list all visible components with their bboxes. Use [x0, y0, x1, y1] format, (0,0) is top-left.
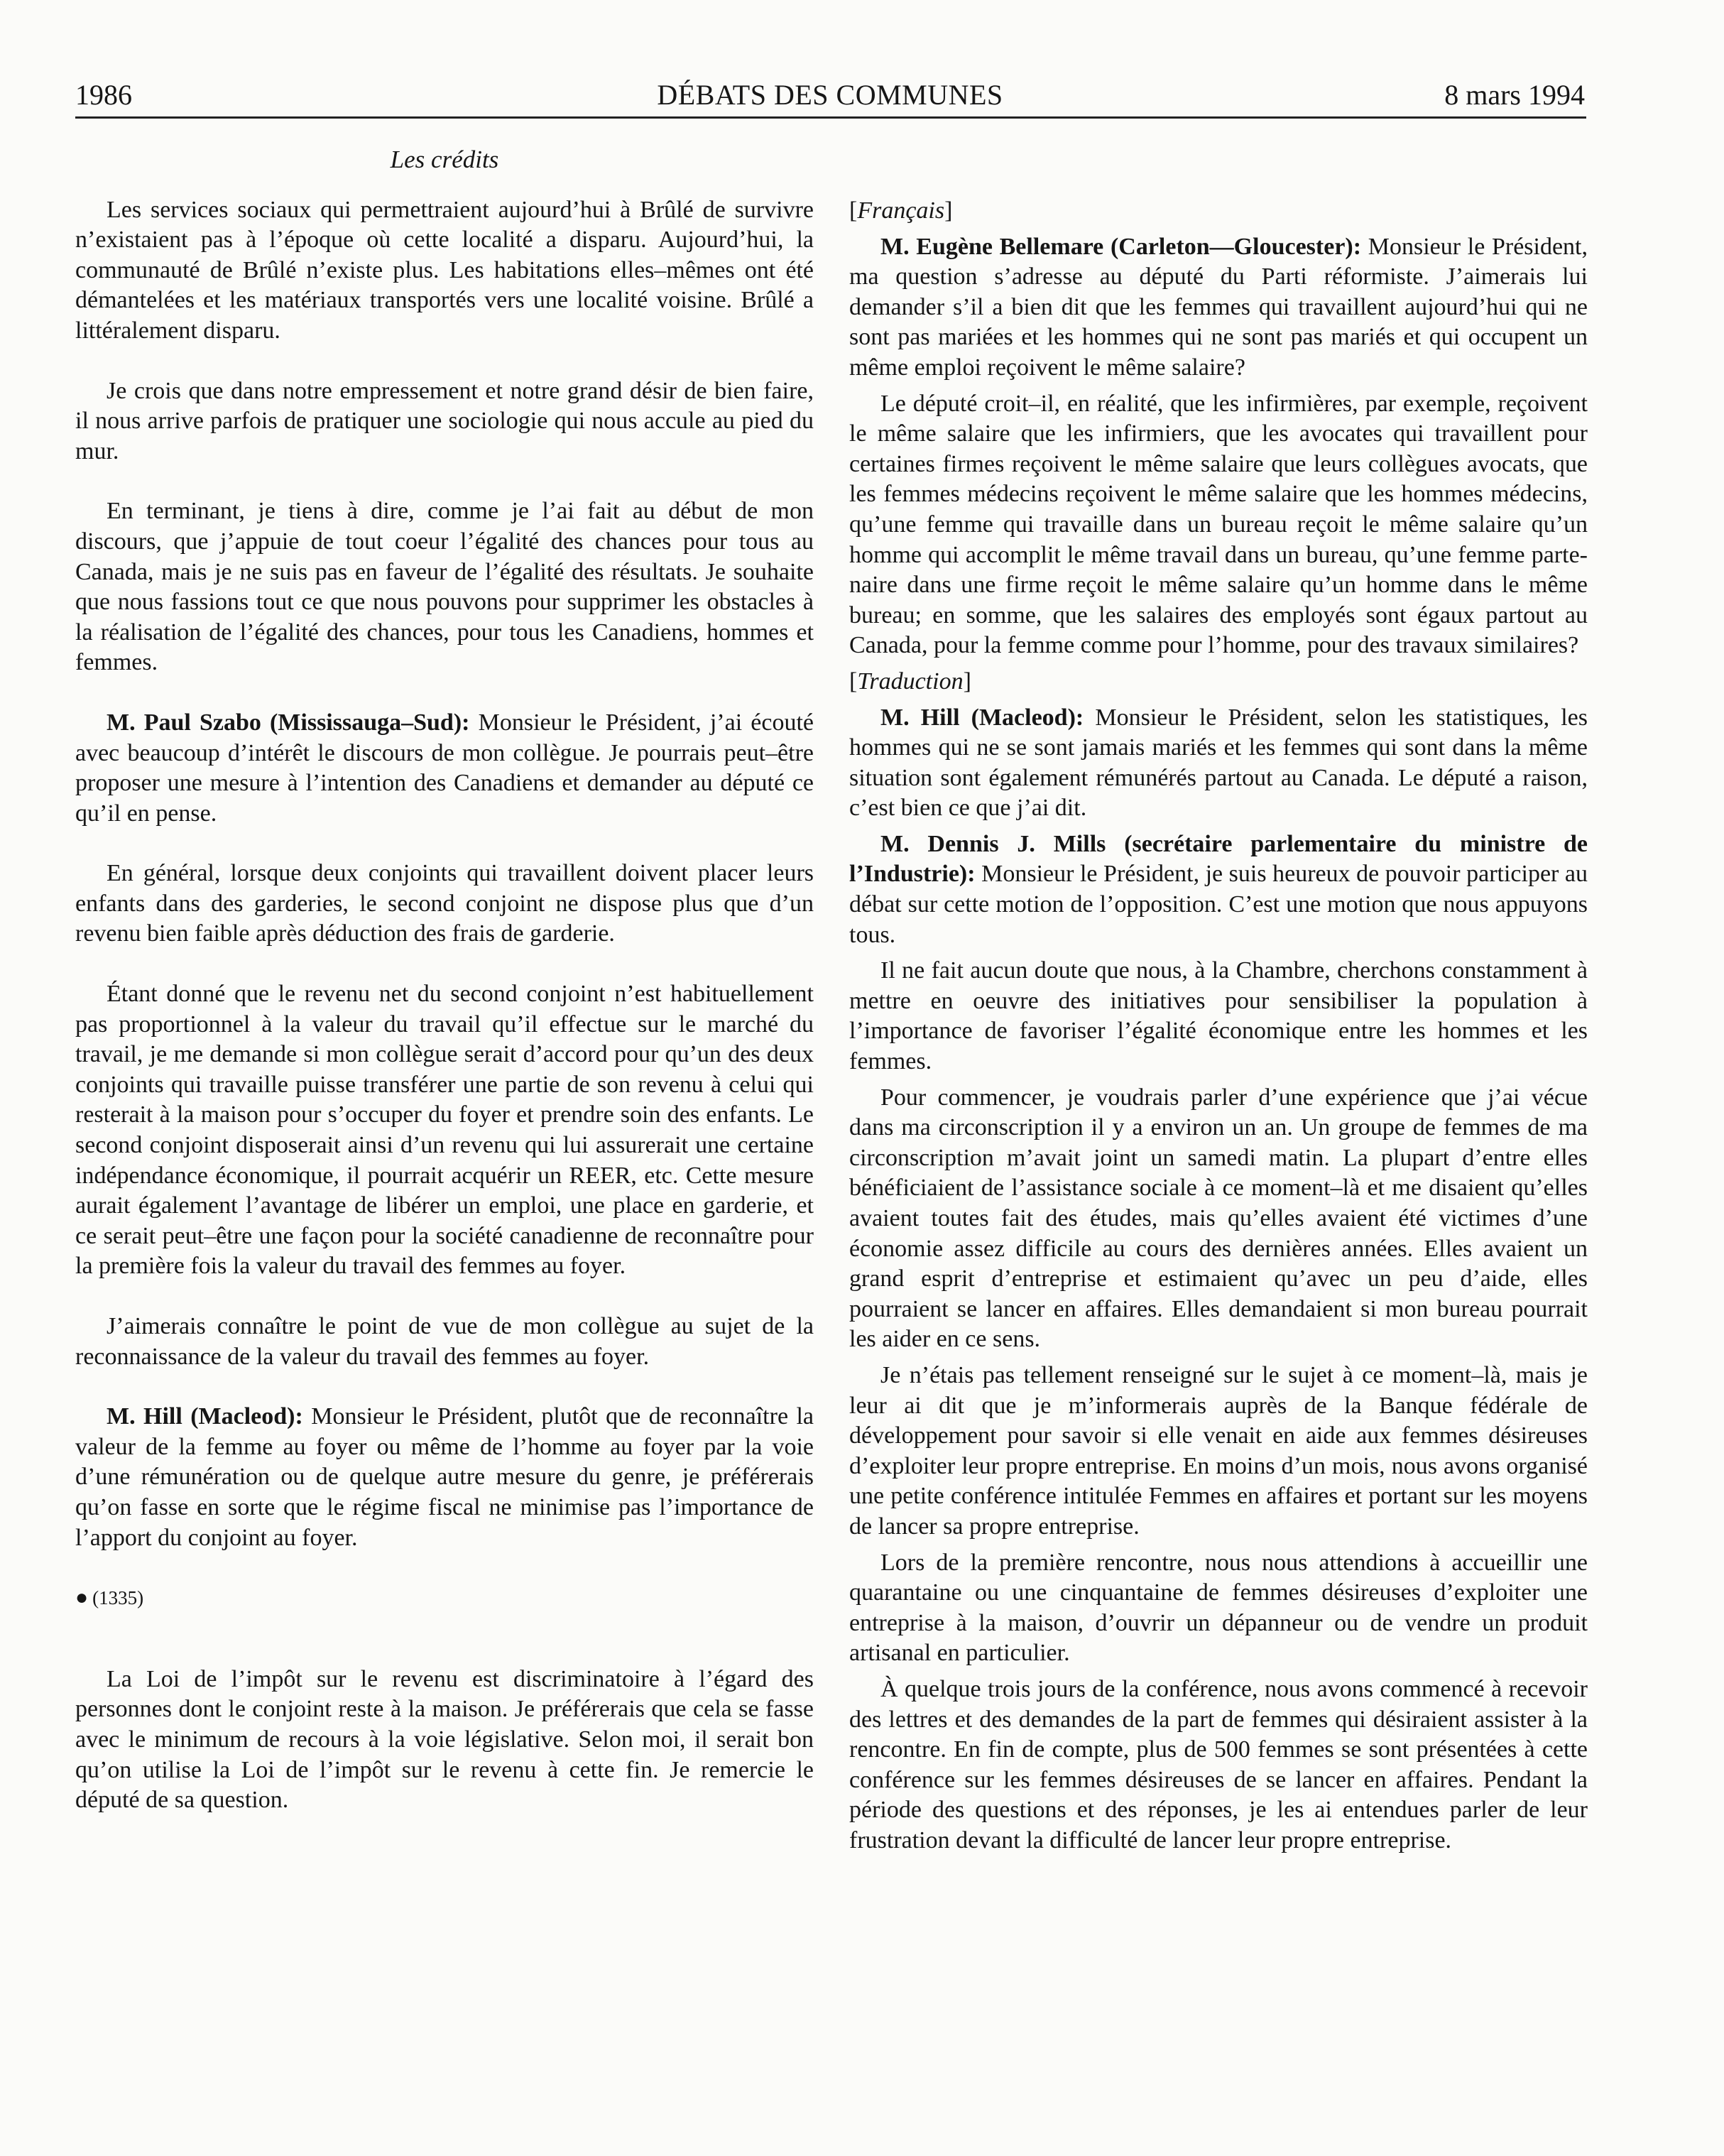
header-rule — [75, 116, 1586, 119]
speech-paragraph — [75, 708, 814, 829]
speaker-name: M. Paul Szabo (Mississauga–Sud): — [107, 709, 470, 736]
left-column — [75, 139, 814, 1846]
paragraph: Les services sociaux qui permettraient aujourd’hui à Brûlé de survivre n’existaient pas à l’époque où cette localité a disparu. Aujourd’hui, la communauté de Brûlé n’existe plus. Les habitations elles–mêmes ont été démantelées et les matériaux transportés vers une localité voisine. Brûlé a littéralement disparu. — [75, 196, 814, 344]
language-marker: [Traduction] — [849, 668, 971, 695]
right-column — [849, 196, 1588, 1861]
speech-paragraph — [849, 703, 1588, 824]
paragraph: En terminant, je tiens à dire, comme je l’ai fait au début de mon discours, que j’appuie de tout coeur l’égalité des chances pour tous au Canada, mais je ne suis pas en faveur de l’égalité des résultats. Je souhaite que nous fassions tout ce que nous pouvons pour supprimer les obstacles à la réalisation de l’égalité des chances, pour tous les Canadiens, hommes et femmes. — [75, 498, 814, 676]
speech-text: Monsieur le Président, j’ai écouté avec beaucoup d’intérêt le discours de mon collègue. Je pourrais peut–être proposer une mesure à l’intention des Canadiens et demander au député ce qu’il en pense. — [75, 709, 814, 827]
paragraph: Il ne fait aucun doute que nous, à la Chambre, cherchons constamment à mettre en oeuvre des initiatives pour sensibiliser la population à l’importance de favoriser l’égalité économique entre les hommes et les femmes. — [849, 957, 1588, 1075]
speech-text: Monsieur le Président, plutôt que de reconnaître la valeur de la femme au foyer ou même de l’homme au foyer par la voie d’une rémunération ou de quelque autre mesure du genre, je préférerais qu’on fasse en sorte que le régime fiscal ne minimise pas l’importance de l’apport du conjoint au foyer. — [75, 1403, 814, 1551]
speech-paragraph — [75, 1402, 814, 1553]
section-title: Les crédits — [390, 146, 499, 173]
paragraph: Je n’étais pas tellement renseigné sur le sujet à ce moment–là, mais je leur ai dit que je m’informerais auprès de la Banque fédérale de développement pour savoir si elle venait en aide aux femmes désireuses d’exploiter leur propre entreprise. En moins d’un mois, nous avons organisé une petite conférence intitulée Femmes en affaires et portant sur les moyens de lancer sa propre entreprise. — [849, 1361, 1588, 1540]
language-marker-text: Français — [857, 197, 945, 224]
speaker-name: M. Hill (Macleod): — [880, 704, 1084, 731]
paragraph: Pour commencer, je voudrais parler d’une expérience que j’ai vécue dans ma circonscription il y a environ un an. Un groupe de femmes de ma circonscription m’avait joint un samedi matin. La plupart d’entre elles bénéficiaient de l’assistance sociale à ce moment–là et me disaient qu’elles avaient toutes fait des études, mais qu’elles avaient été victimes d’une économie assez difficile au cours des dernières années. Elles avaient un grand esprit d’entreprise et estimaient qu’avec un peu d’aide, elles pourraient se lancer en affaires. Elles demandaient si mon bureau pourrait les aider en ce sens. — [849, 1084, 1588, 1353]
timestamp — [75, 1583, 814, 1613]
language-marker-text: Traduction — [857, 668, 964, 695]
page-number: 1986 — [75, 79, 132, 111]
issue-date: 8 mars 1994 — [1444, 79, 1585, 111]
speech-text: Monsieur le Président, ma question s’adresse au député du Parti réformiste. J’aimerais lui demander s’il a bien dit que les femmes qui travaillent aujourd’hui qui ne sont pas mariées et les hommes qui ne sont pas mariés et qui occupent un même emploi reçoivent le même salaire? — [849, 233, 1588, 381]
speech-paragraph — [849, 829, 1588, 950]
publication-title: DÉBATS DES COMMUNES — [657, 79, 1003, 111]
paragraph: À quelque trois jours de la conférence, nous avons commencé à recevoir des lettres et des demandes de la part de femmes qui désiraient assister à la rencontre. En fin de compte, plus de 500 femmes se sont présentées à cette conférence sur les femmes désireuses de se lancer en affaires. Pendant la période des questions et des réponses, je les ai entendues parler de leur frustration devant la difficulté de lancer leur propre entreprise. — [849, 1675, 1588, 1853]
speech-text: Monsieur le Président, selon les statistiques, les hommes qui ne se sont jamais mariés et les femmes qui sont dans la même situation sont également rémunérés partout au Canada. Le député a raison, c’est bien ce que j’ai dit. — [849, 704, 1588, 822]
speaker-name: M. Dennis J. Mills (secrétaire parlementaire du ministre de l’Industrie): — [849, 830, 1588, 888]
paragraph: Lors de la première rencontre, nous nous attendions à accueillir une quarantaine ou une cinquantaine de femmes désireuses d’exploiter une entreprise à la maison, d’ouvrir un dépanneur ou de vendre un produit artisanal en particulier. — [849, 1549, 1588, 1667]
speaker-name: M. Eugène Bellemare (Carleton—Gloucester): — [880, 233, 1362, 260]
language-marker: [Français] — [849, 197, 953, 224]
paragraph: J’aimerais connaître le point de vue de mon collègue au sujet de la reconnaissance de la valeur du travail des femmes au foyer. — [75, 1313, 814, 1370]
speech-text: Monsieur le Président, je suis heureux de pouvoir participer au débat sur cette motion de l’opposition. C’est une motion que nous appuyons tous. — [849, 861, 1588, 948]
running-header — [75, 74, 1585, 116]
speaker-name: M. Hill (Macleod): — [107, 1403, 303, 1430]
timestamp-text: (1335) — [92, 1587, 144, 1609]
paragraph: La Loi de l’impôt sur le revenu est discriminatoire à l’égard des personnes dont le conjoint reste à la maison. Je préférerais que cela se fasse avec le minimum de recours à la voie législative. Selon moi, il serait bon qu’on utilise la Loi de l’impôt sur le revenu à cette fin. Je remercie le député de sa question. — [75, 1665, 814, 1814]
paragraph: Le député croit–il, en réalité, que les infirmières, par exemple, reçoivent le même salaire que les infirmiers, que les avocates qui travaillent pour certaines firmes reçoivent le même salaire que leurs collègues avocats, que les femmes médecins reçoivent le même salaire que les hommes médecins, qu’une femme qui travaille dans un bureau reçoit le même salaire qu’un homme qui accomplit le même travail dans un bureau, qu’une femme partenaire dans une firme reçoit le même salaire qu’un homme dans le même bureau; en somme, que les salaires des employés sont égaux partout au Canada, pour la femme comme pour l’homme, pour des travaux similaires? — [849, 390, 1588, 659]
paragraph: Étant donné que le revenu net du second conjoint n’est habituellement pas proportionnel à la valeur du travail qu’il effectue sur le marché du travail, je me demande si mon collègue serait d’accord pour qu’un des deux conjoints qui travaille puisse transférer une partie de son revenu à celui qui resterait à la maison pour s’occuper du foyer et prendre soin des enfants. Le second conjoint disposerait ainsi d’un revenu qui lui assurerait une certaine indépendance économique, il pourrait acquérir un REER, etc. Cette mesure aurait également l’avantage de libérer un emploi, une place en garderie, et ce serait peut–être une façon pour la société canadienne de reconnaître pour la première fois la valeur du travail des femmes au foyer. — [75, 981, 814, 1280]
paragraph: Je crois que dans notre empressement et notre grand désir de bien faire, il nous arrive parfois de pratiquer une sociologie qui nous accule au pied du mur. — [75, 377, 814, 464]
bullet-icon: ● — [75, 1586, 89, 1610]
speech-paragraph — [849, 232, 1588, 383]
paragraph: En général, lorsque deux conjoints qui travaillent doivent placer leurs enfants dans des garderies, le second conjoint ne dispose plus que d’un revenu bien faible après déduction des frais de garderie. — [75, 860, 814, 947]
